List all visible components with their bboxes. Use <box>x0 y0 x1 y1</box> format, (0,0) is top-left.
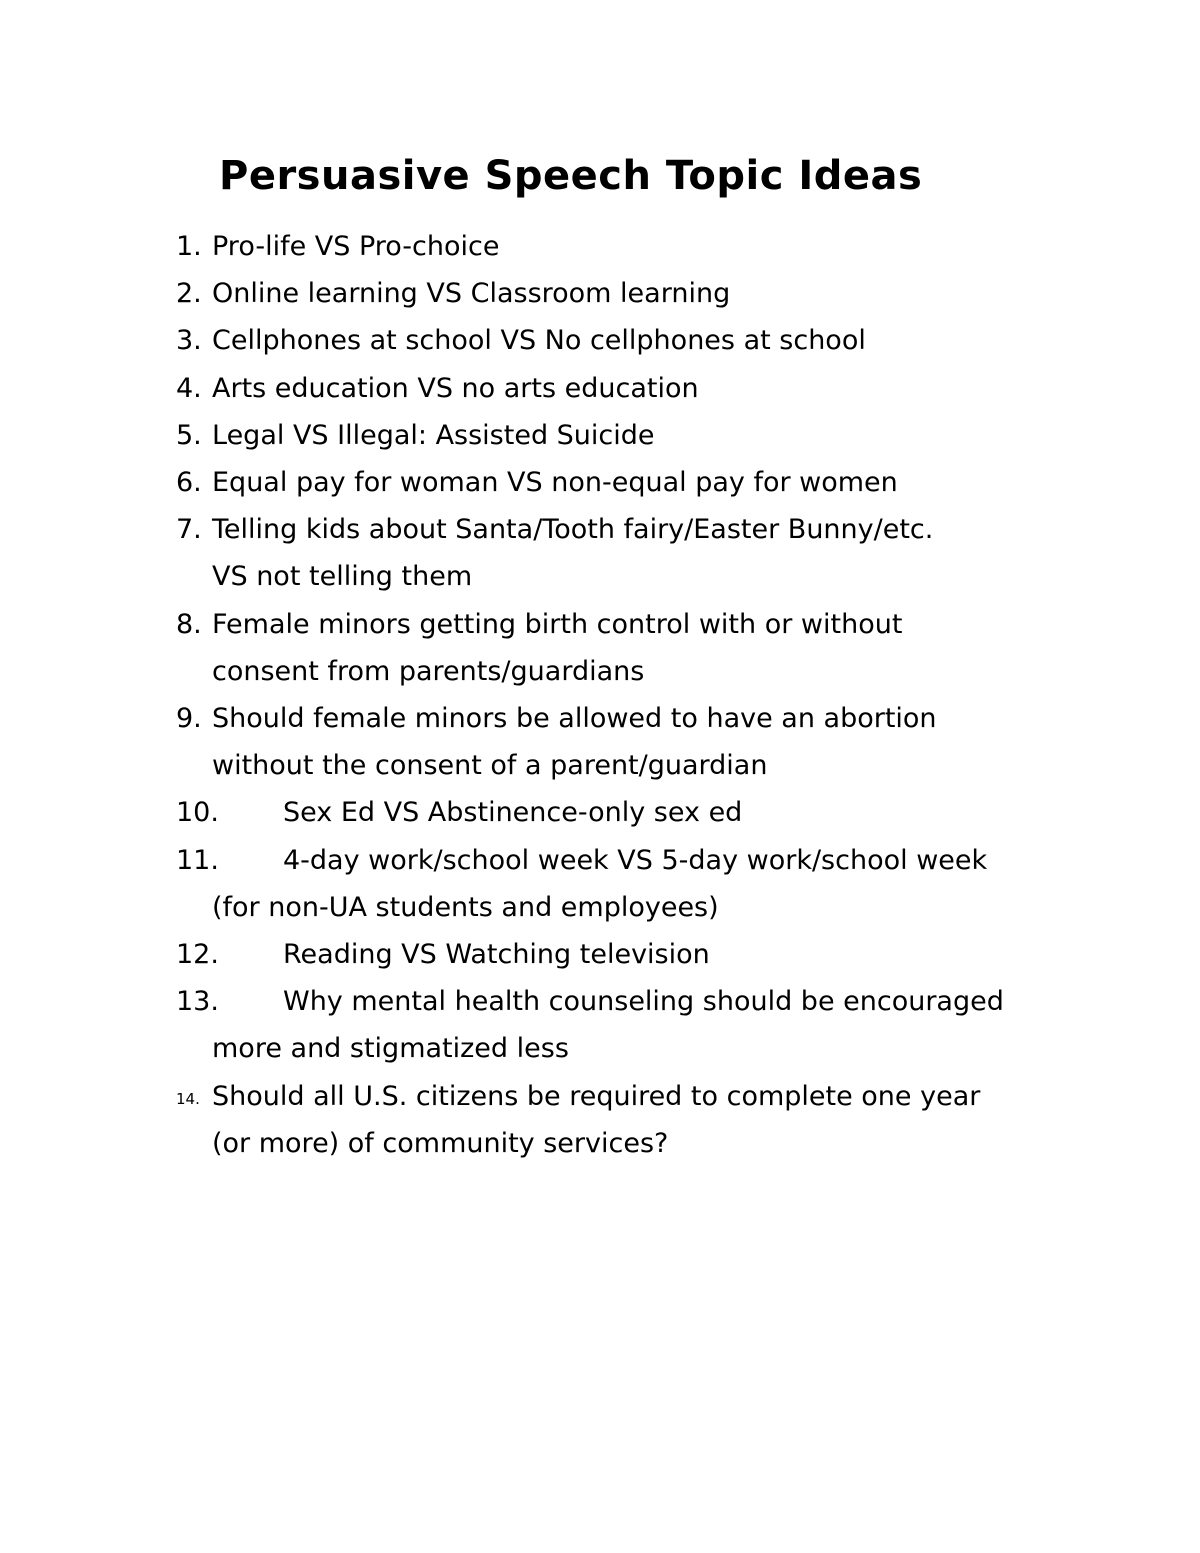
page-title: Persuasive Speech Topic Ideas <box>219 153 923 199</box>
list-item-number: 10. <box>176 797 219 829</box>
list-item-text: Why mental health counseling should be encouraged <box>283 986 1004 1018</box>
list-item-text: 4-day work/school week VS 5-day work/school week <box>283 844 988 876</box>
list-item-text: Female minors getting birth control with or without <box>212 608 903 640</box>
list-item-number: 13. <box>176 986 219 1018</box>
list-item-number: 4. <box>176 372 202 404</box>
list-item-number: 12. <box>176 939 219 971</box>
list-item-text: Legal VS Illegal: Assisted Suicide <box>212 419 655 451</box>
list-item <box>176 601 1076 695</box>
list-item <box>176 695 1076 789</box>
list-item <box>176 837 1076 931</box>
list-item-text: Telling kids about Santa/Tooth fairy/Easter Bunny/etc. <box>212 514 934 546</box>
list-item-text-continued: more and stigmatized less <box>212 1033 569 1065</box>
list-item-text: Reading VS Watching television <box>283 939 710 971</box>
list-item-text-continued: without the consent of a parent/guardian <box>212 750 768 782</box>
list-item-number: 2. <box>176 278 202 310</box>
list-item-number: 11. <box>176 844 219 876</box>
list-item-text: Should all U.S. citizens be required to complete one year <box>212 1080 981 1112</box>
list-item <box>176 789 1076 836</box>
list-item-text: Cellphones at school VS No cellphones at school <box>212 325 866 357</box>
list-item <box>176 223 1076 270</box>
list-item <box>176 365 1076 412</box>
list-item-number: 1. <box>176 231 202 262</box>
list-item-text: Sex Ed VS Abstinence-only sex ed <box>283 797 743 829</box>
list-item <box>176 978 1076 1072</box>
list-item-number: 14. <box>176 1089 200 1108</box>
list-item-text: Should female minors be allowed to have an abortion <box>212 703 937 735</box>
list-item-text: Equal pay for woman VS non-equal pay for women <box>212 467 898 499</box>
list-item-text: Arts education VS no arts education <box>212 372 699 404</box>
list-item <box>176 506 1076 600</box>
list-item <box>176 931 1076 978</box>
list-item <box>176 1073 1076 1167</box>
list-item-text-continued: consent from parents/guardians <box>212 655 645 687</box>
list-item-number: 7. <box>176 514 202 546</box>
list-item <box>176 412 1076 459</box>
list-item-text-continued: (for non-UA students and employees) <box>212 891 719 923</box>
list-item-text-continued: VS not telling them <box>212 561 473 593</box>
list-item-number: 3. <box>176 325 202 357</box>
list-item <box>176 459 1076 506</box>
list-item <box>176 317 1076 364</box>
list-item-text: Pro-life VS Pro-choice <box>212 231 500 262</box>
list-item-text-continued: (or more) of community services? <box>212 1127 669 1159</box>
list-item <box>176 270 1076 317</box>
list-item-number: 5. <box>176 419 202 451</box>
list-item-number: 9. <box>176 703 202 735</box>
topic-list <box>176 223 1076 1167</box>
list-item-text: Online learning VS Classroom learning <box>212 278 731 310</box>
list-item-number: 6. <box>176 467 202 499</box>
list-item-number: 8. <box>176 608 202 640</box>
